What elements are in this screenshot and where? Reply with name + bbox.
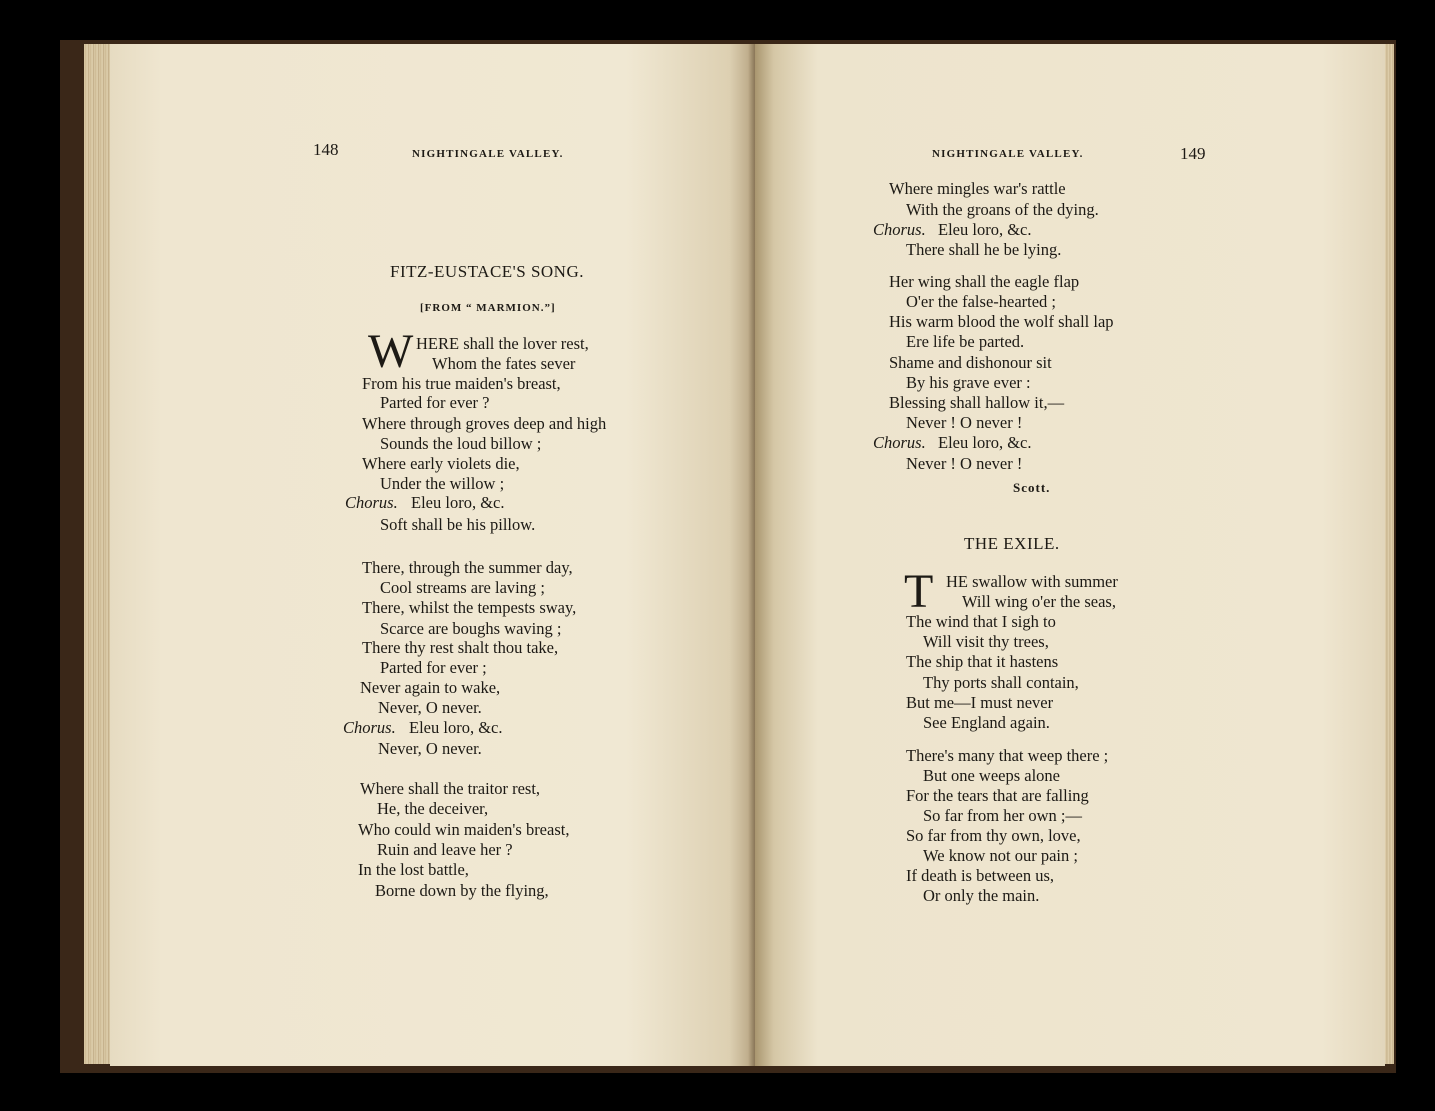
verse-line: Where mingles war's rattle <box>889 179 1066 198</box>
verse-line: O'er the false-hearted ; <box>906 292 1057 311</box>
verse-line: So far from her own ;— <box>923 806 1083 825</box>
verse-line: In the lost battle, <box>358 860 469 879</box>
page-number-right: 149 <box>1180 144 1206 163</box>
right-page <box>755 44 1385 1066</box>
verse-line: For the tears that are falling <box>906 786 1089 805</box>
verse-line: HE swallow with summer <box>946 572 1118 591</box>
verse-line: Cool streams are laving ; <box>380 578 545 597</box>
verse-line: Whom the fates sever <box>432 354 576 373</box>
chorus-label: Chorus. <box>873 433 926 452</box>
verse-line: With the groans of the dying. <box>906 200 1099 219</box>
dropcap-w: W <box>368 325 414 378</box>
verse-line: Never again to wake, <box>360 678 501 697</box>
author-attribution: Scott. <box>1013 480 1051 495</box>
verse-line: Parted for ever ; <box>380 658 487 677</box>
verse-line: Under the willow ; <box>380 474 505 493</box>
page-edges-right <box>1384 44 1394 1064</box>
verse-line: Soft shall be his pillow. <box>380 515 536 534</box>
verse-line: Eleu loro, &c. <box>411 493 505 512</box>
verse-line: Parted for ever ? <box>380 393 490 412</box>
verse-line: We know not our pain ; <box>923 846 1078 865</box>
verse-line: Eleu loro, &c. <box>938 433 1032 452</box>
verse-line: There, through the summer day, <box>362 558 573 577</box>
verse-line: Where shall the traitor rest, <box>360 779 541 798</box>
verse-line: So far from thy own, love, <box>906 826 1081 845</box>
verse-line: He, the deceiver, <box>377 799 489 818</box>
verse-line: Scarce are boughs waving ; <box>380 619 562 638</box>
dropcap-t: T <box>904 565 934 618</box>
verse-line: Will wing o'er the seas, <box>962 592 1116 611</box>
verse-line: Borne down by the flying, <box>375 881 549 900</box>
verse-line: From his true maiden's breast, <box>362 374 561 393</box>
verse-line: Eleu loro, &c. <box>409 718 503 737</box>
running-head-right: NIGHTINGALE VALLEY. <box>932 148 1084 160</box>
running-head-left: NIGHTINGALE VALLEY. <box>412 148 564 160</box>
verse-line: Eleu loro, &c. <box>938 220 1032 239</box>
verse-line: There thy rest shalt thou take, <box>362 638 559 657</box>
verse-line: Never ! O never ! <box>906 454 1023 473</box>
page-number-left: 148 <box>313 140 339 159</box>
verse-line: Never, O never. <box>378 739 482 758</box>
verse-line: There shall he be lying. <box>906 240 1062 259</box>
verse-line: Who could win maiden's breast, <box>358 820 570 839</box>
verse-line: By his grave ever : <box>906 373 1031 392</box>
verse-line: Never ! O never ! <box>906 413 1023 432</box>
verse-line: HERE shall the lover rest, <box>416 334 589 353</box>
verse-line: Ere life be parted. <box>906 332 1025 351</box>
verse-line: Shame and dishonour sit <box>889 353 1052 372</box>
verse-line: There's many that weep there ; <box>906 746 1109 765</box>
verse-line: Where early violets die, <box>362 454 520 473</box>
verse-line: Her wing shall the eagle flap <box>889 272 1080 291</box>
chorus-label: Chorus. <box>345 493 398 512</box>
chorus-label: Chorus. <box>343 718 396 737</box>
verse-line: If death is between us, <box>906 866 1054 885</box>
verse-line: But one weeps alone <box>923 766 1061 785</box>
verse-line: Blessing shall hallow it,— <box>889 393 1065 412</box>
verse-line: Where through groves deep and high <box>362 414 607 433</box>
verse-line: But me—I must never <box>906 693 1054 712</box>
verse-line: Will visit thy trees, <box>923 632 1049 651</box>
verse-line: Or only the main. <box>923 886 1040 905</box>
verse-line: There, whilst the tempests sway, <box>362 598 577 617</box>
verse-line: Thy ports shall contain, <box>923 673 1079 692</box>
verse-line: His warm blood the wolf shall lap <box>889 312 1114 331</box>
poem-source: [FROM “ MARMION.”] <box>420 302 556 314</box>
left-page <box>110 44 755 1066</box>
verse-line: Never, O never. <box>378 698 482 717</box>
verse-line: See England again. <box>923 713 1050 732</box>
verse-line: The wind that I sigh to <box>906 612 1056 631</box>
poem-title-exile: THE EXILE. <box>964 534 1060 553</box>
verse-line: The ship that it hastens <box>906 652 1059 671</box>
poem-title-fitz-eustace: FITZ-EUSTACE'S SONG. <box>390 262 584 281</box>
chorus-label: Chorus. <box>873 220 926 239</box>
verse-line: Sounds the loud billow ; <box>380 434 542 453</box>
verse-line: Ruin and leave her ? <box>377 840 513 859</box>
